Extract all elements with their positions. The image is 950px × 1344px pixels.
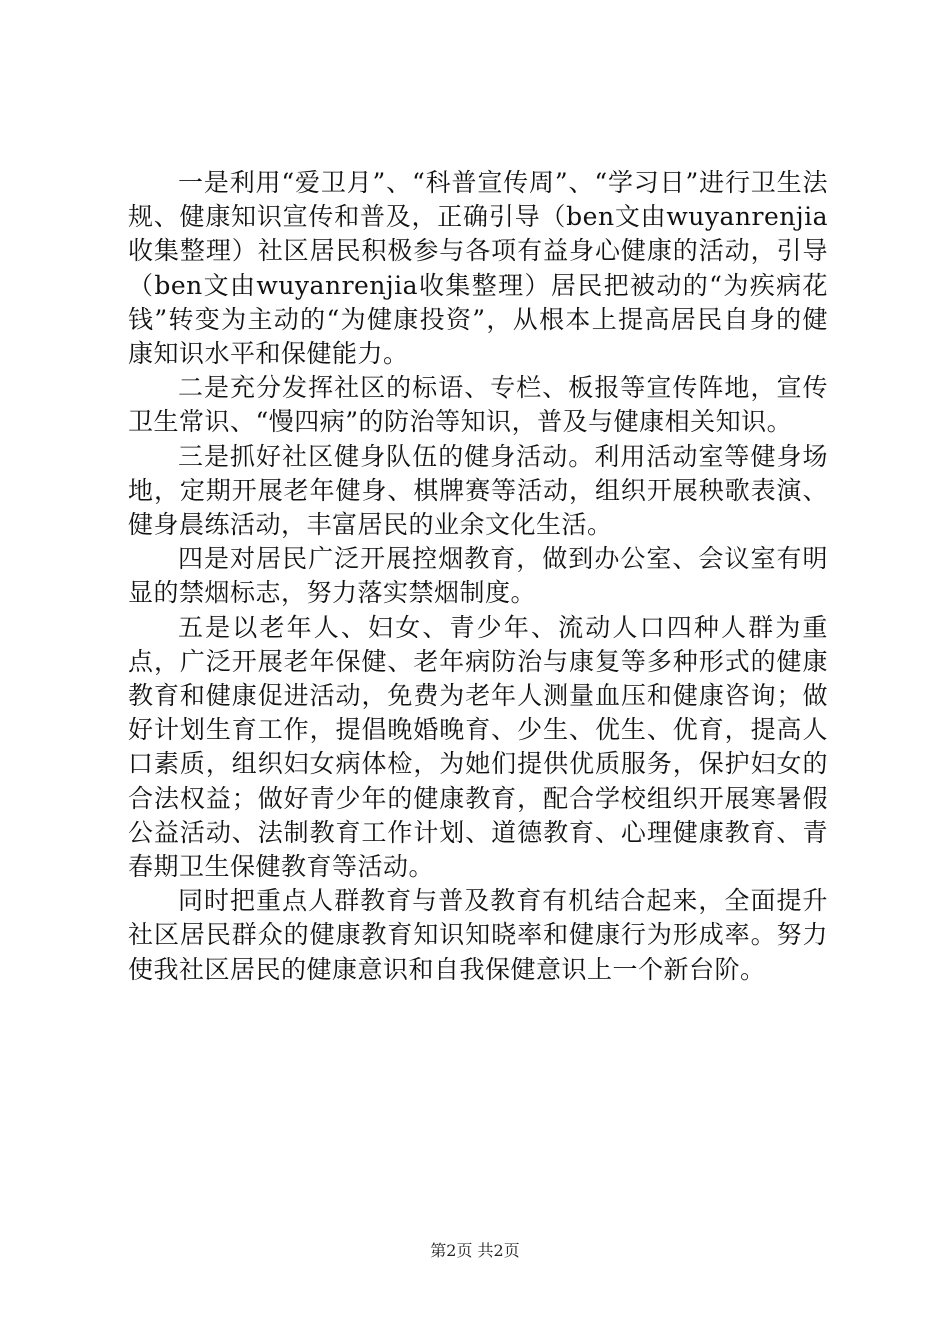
- paragraph-5: 五是以老年人、妇女、青少年、流动人口四种人群为重点，广泛开展老年保健、老年病防治与康复等多种形式的健康教育和健康促进活动，免费为老年人测量血压和健康咨询；做好计划生育工作，提倡晚婚晚育、少生、优生、优育，提高人口素质，组织妇女病体检，为她们提供优质服务，保护妇女的合法权益；做好青少年的健康教育，配合学校组织开展寒暑假公益活动、法制教育工作计划、道德教育、心理健康教育、青春期卫生保健教育等活动。: [128, 612, 828, 882]
- paragraph-1: 一是利用“爱卫月”、“科普宣传周”、“学习日”进行卫生法规、健康知识宣传和普及，正确引导（ben文由wuyanrenjia收集整理）社区居民积极参与各项有益身心健康的活动，引导（ben文由wuyanrenjia收集整理）居民把被动的“为疾病花钱”转变为主动的“为健康投资”，从根本上提高居民自身的健康知识水平和保健能力。: [128, 168, 828, 369]
- paragraph-6: 同时把重点人群教育与普及教育有机结合起来，全面提升社区居民群众的健康教育知识知晓率和健康行为形成率。努力使我社区居民的健康意识和自我保健意识上一个新台阶。: [128, 886, 828, 984]
- page-footer: 第2页 共2页: [430, 1241, 520, 1260]
- paragraph-3: 三是抓好社区健身队伍的健身活动。利用活动室等健身场地，定期开展老年健身、棋牌赛等活动，组织开展秧歌表演、健身晨练活动，丰富居民的业余文化生活。: [128, 441, 828, 540]
- document-body: [128, 166, 828, 987]
- paragraph-2: 二是充分发挥社区的标语、专栏、板报等宣传阵地，宣传卫生常识、“慢四病”的防治等知识，普及与健康相关知识。: [128, 373, 828, 437]
- paragraph-4: 四是对居民广泛开展控烟教育，做到办公室、会议室有明显的禁烟标志，努力落实禁烟制度。: [128, 544, 828, 608]
